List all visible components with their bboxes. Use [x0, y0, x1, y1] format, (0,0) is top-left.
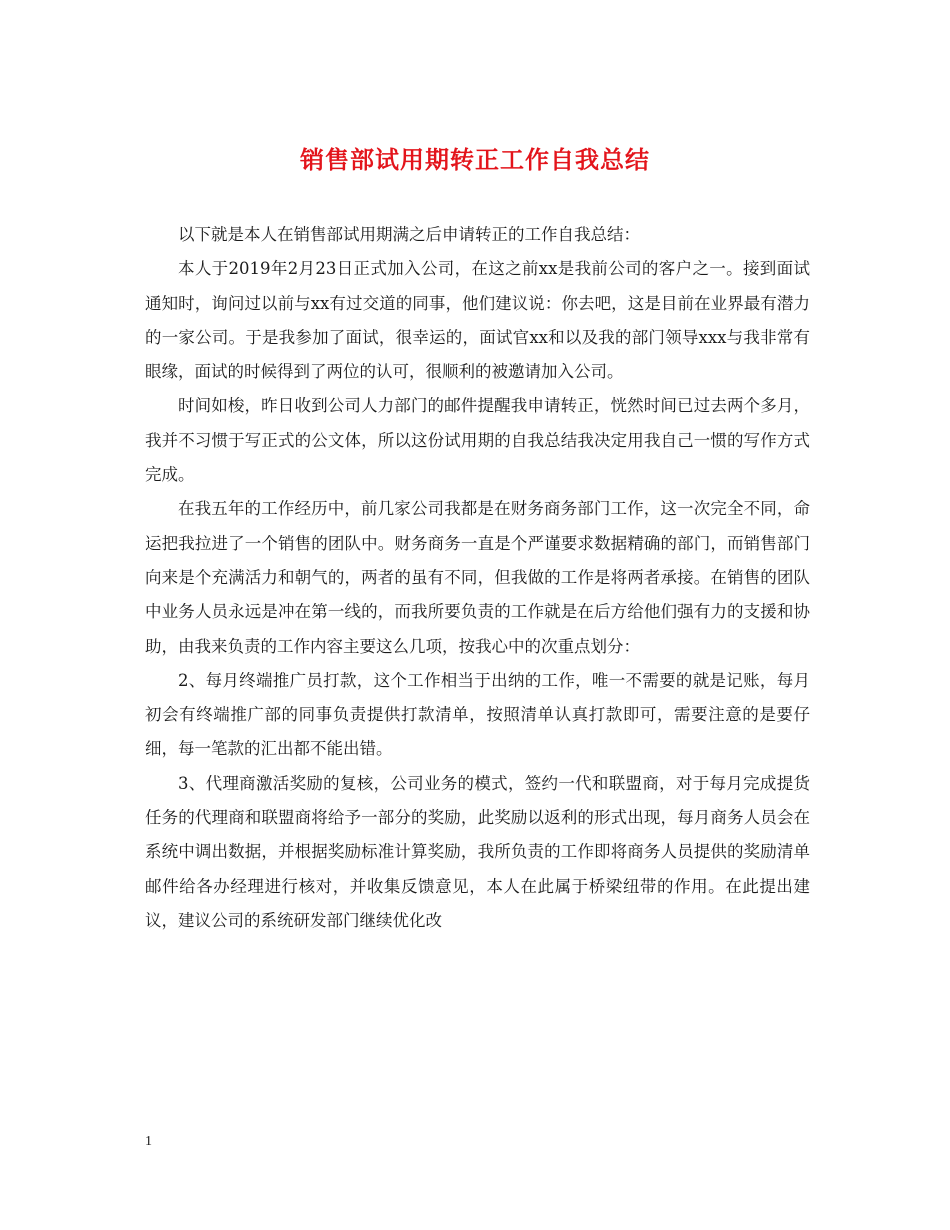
- paragraph-time: 时间如梭，昨日收到公司人力部门的邮件提醒我申请转正，恍然时间已过去两个多月，我并不习惯于写正式的公文体，所以这份试用期的自我总结我决定用我自己一惯的写作方式完成。: [145, 396, 810, 485]
- document-body: [145, 218, 810, 938]
- paragraph-item-3: 3、代理商激活奖励的复核，公司业务的模式，签约一代和联盟商，对于每月完成提货任务的代理商和联盟商将给予一部分的奖励，此奖励以返利的形式出现，每月商务人员会在系统中调出数据，并根据奖励标准计算奖励，我所负责的工作即将商务人员提供的奖励清单邮件给各办经理进行核对，并收集反馈意见，本人在此属于桥梁纽带的作用。在此提出建议，建议公司的系统研发部门继续优化改: [145, 773, 810, 930]
- paragraph-intro: 以下就是本人在销售部试用期满之后申请转正的工作自我总结：: [178, 225, 640, 244]
- document-title: 销售部试用期转正工作自我总结: [300, 145, 650, 174]
- paragraph-experience: 在我五年的工作经历中，前几家公司我都是在财务商务部门工作，这一次完全不同，命运把我拉进了一个销售的团队中。财务商务一直是个严谨要求数据精确的部门，而销售部门向来是个充满活力和朝气的，两者的虽有不同，但我做的工作是将两者承接。在销售的团队中业务人员永远是冲在第一线的，而我所要负责的工作就是在后方给他们强有力的支援和协助，由我来负责的工作内容主要这么几项，按我心中的次重点划分：: [145, 499, 810, 656]
- page-number: 1: [145, 1134, 152, 1149]
- paragraph-item-2: 2、每月终端推广员打款，这个工作相当于出纳的工作，唯一不需要的就是记账，每月初会有终端推广部的同事负责提供打款清单，按照清单认真打款即可，需要注意的是要仔细，每一笔款的汇出都不能出错。: [145, 670, 810, 759]
- paragraph-joining: 本人于2019年2月23日正式加入公司，在这之前xx是我前公司的客户之一。接到面试通知时，询问过以前与xx有过交道的同事，他们建议说：你去吧，这是目前在业界最有潜力的一家公司。于是我参加了面试，很幸运的，面试官xx和以及我的部门领导xxx与我非常有眼缘，面试的时候得到了两位的认可，很顺利的被邀请加入公司。: [145, 259, 810, 382]
